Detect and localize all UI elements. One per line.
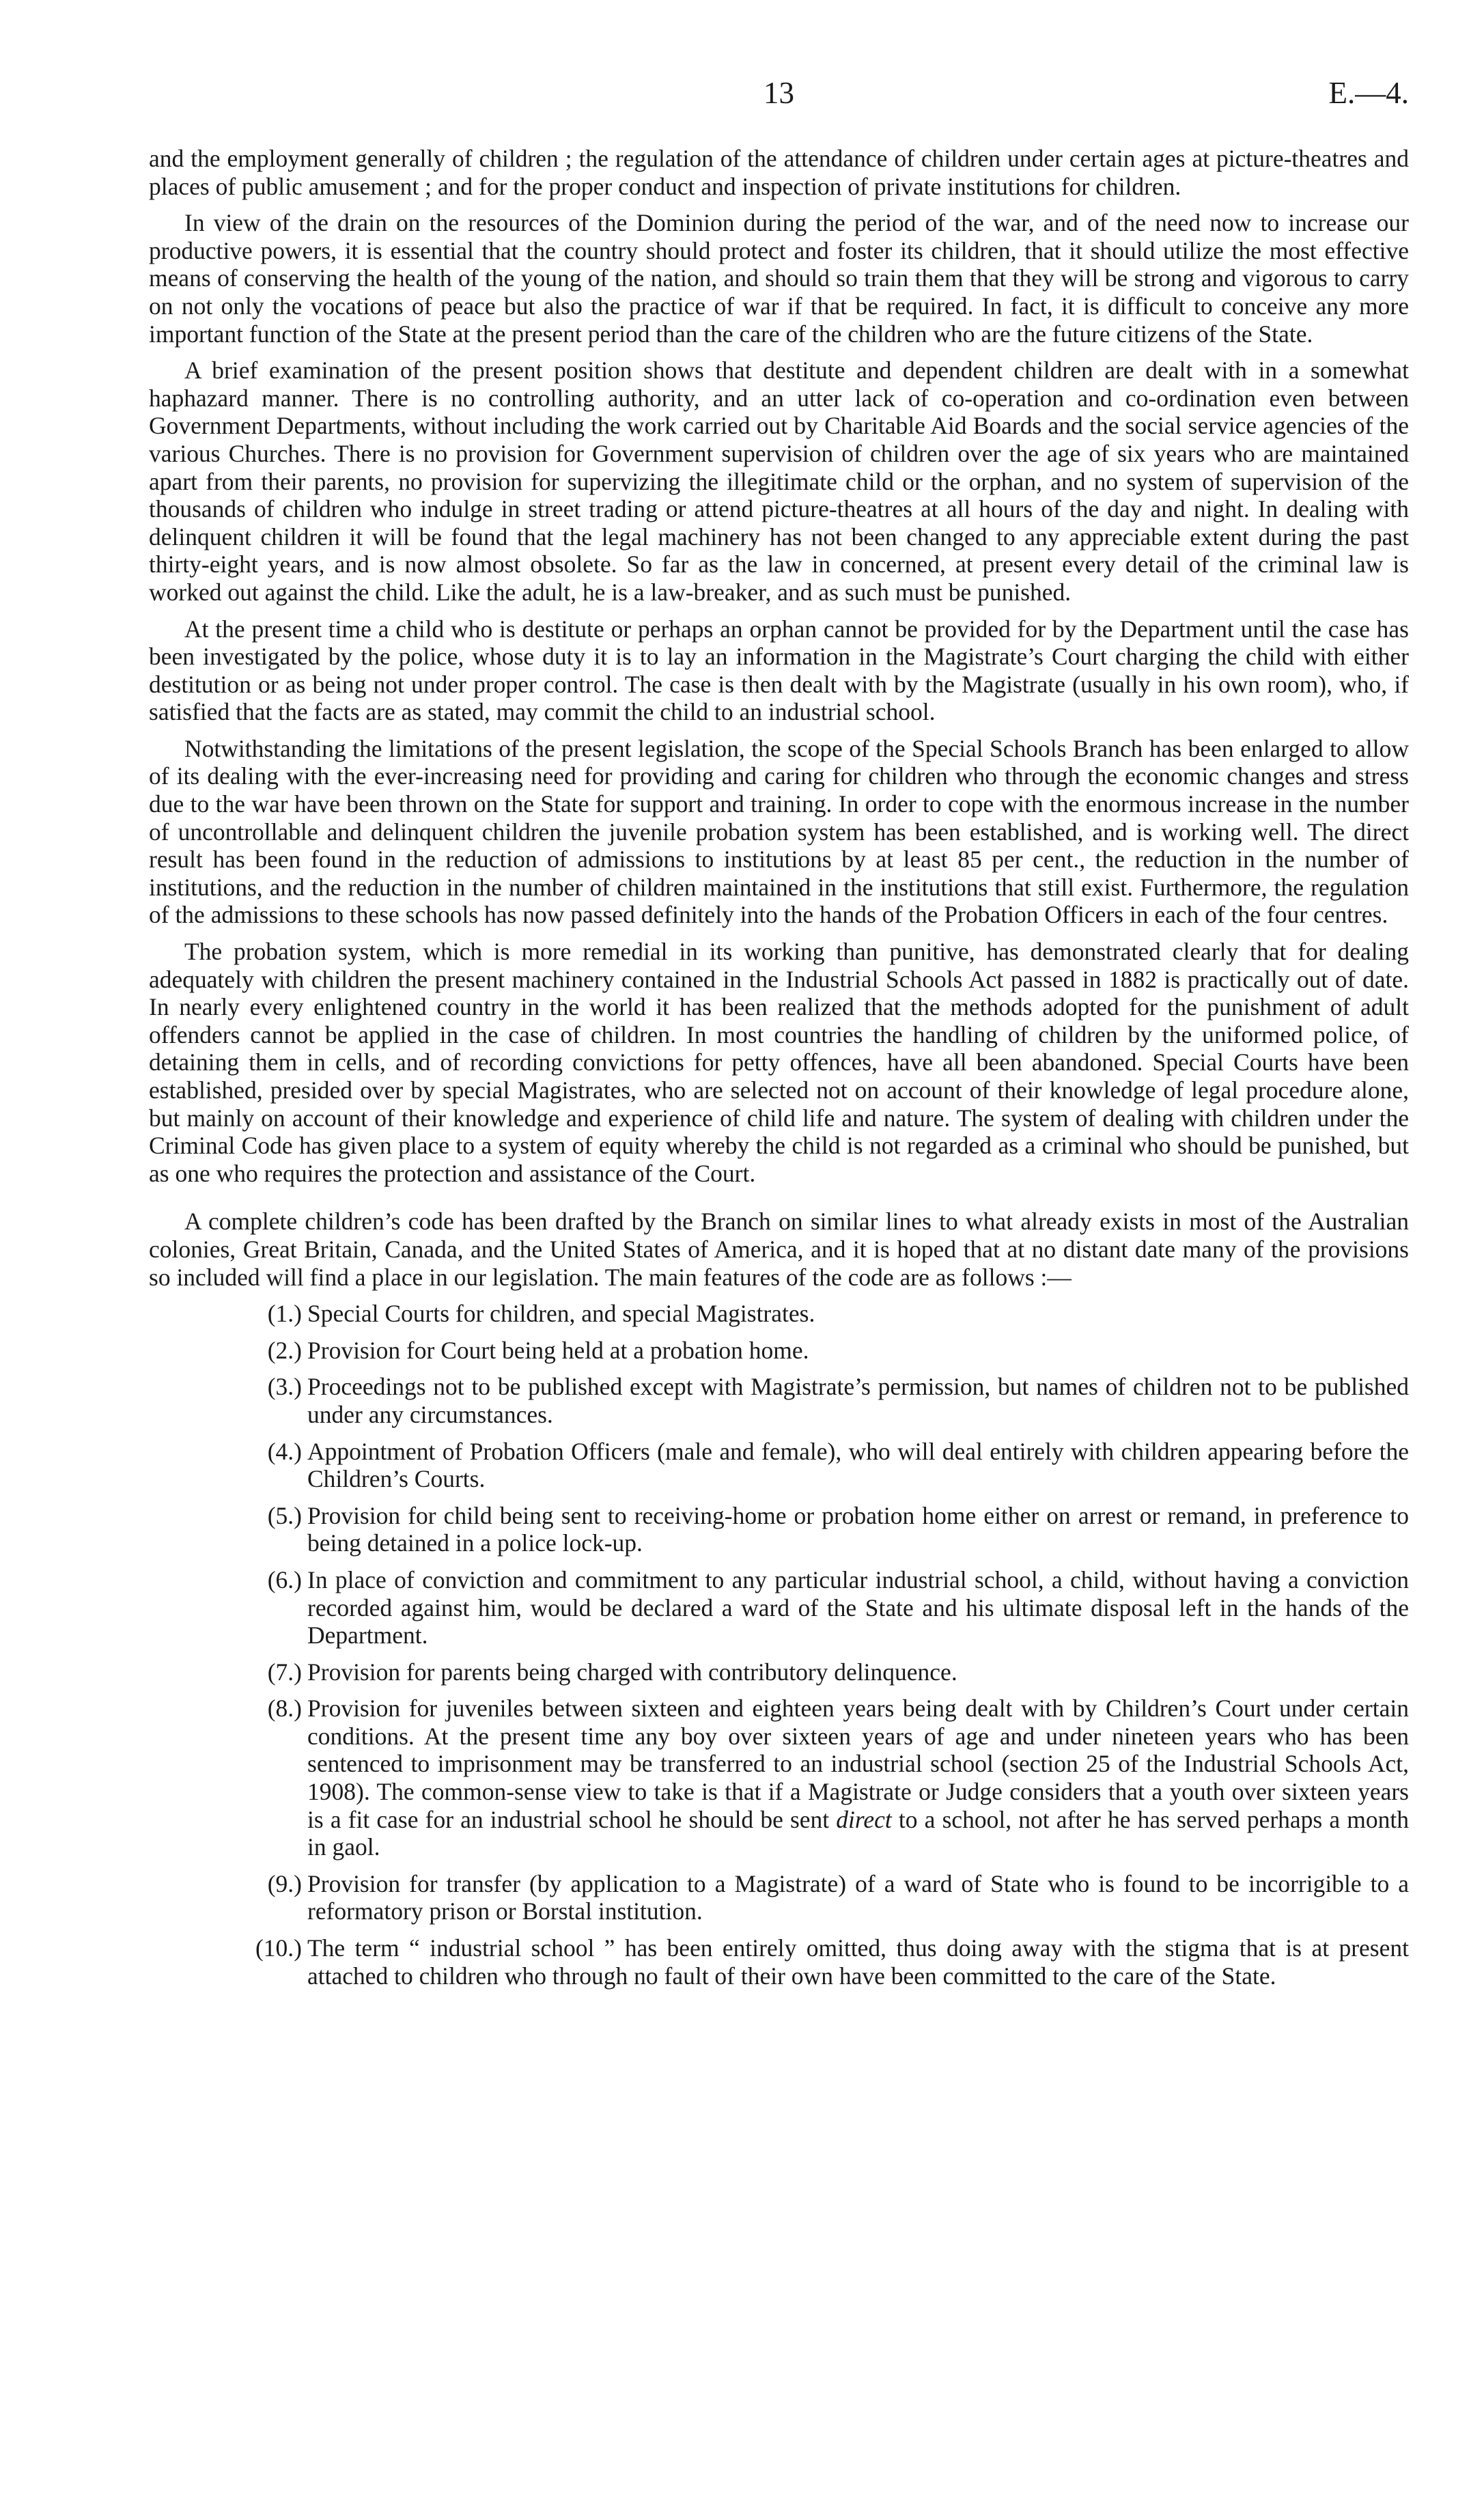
list-item-text: In place of conviction and commitment to any particular industrial school, a child, without having a conviction recorded against him, would be declared a ward of the State and his ultimate disposal left in the hands of the Department. xyxy=(307,1565,1409,1649)
list-item xyxy=(149,1566,1409,1649)
list-item xyxy=(149,1300,1409,1328)
page-header xyxy=(149,75,1409,116)
list-item xyxy=(149,1502,1409,1557)
list-item-number: (5.) xyxy=(267,1501,302,1529)
list-item-text-part: to a school, not after he has served perhaps a month in gaol. xyxy=(307,1805,1409,1861)
list-item xyxy=(149,1373,1409,1428)
paragraph: A brief examination of the present position shows that destitute and dependent children are dealt with in a somewhat haphazard manner. There is no controlling authority, and an utter lack of co-operation and co-ordination even between Government Departments, without including the work carried out by Charitable Aid Boards and the social service agencies of the various Churches. There is no provision for Government supervision of children over the age of six years who are maintained apart from their parents, no provision for supervizing the illegitimate child or the orphan, and no system of supervision of the thousands of children who indulge in street trading or attend picture-theatres at all hours of the day and night. In dealing with delinquent children it will be found that the legal machinery has not been changed to any appreciable extent during the past thirty-eight years, and is now almost obsolete. So far as the law in concerned, at present every detail of the criminal law is worked out against the child. Like the adult, he is a law-breaker, and as such must be punished. xyxy=(149,357,1409,606)
document-reference: E.—4. xyxy=(1328,76,1409,110)
list-item xyxy=(149,1438,1409,1493)
list-item-text: Provision for child being sent to receiving-home or probation home either on arrest or remand, in preference to being detained in a police lock-up. xyxy=(307,1501,1409,1557)
list-item-text: Provision for parents being charged with contributory delinquence. xyxy=(307,1658,957,1686)
list-item-number: (2.) xyxy=(267,1336,302,1364)
page-number: 13 xyxy=(764,76,794,110)
list-item-text: Appointment of Probation Officers (male and female), who will deal entirely with children appearing before the Children’s Courts. xyxy=(307,1437,1409,1493)
list-item-text: Provision for transfer (by application to a Magistrate) of a ward of State who is found to be incorrigible to a reformatory prison or Borstal institution. xyxy=(307,1869,1409,1925)
list-item-text-part: Provision for juveniles between sixteen and eighteen years being dealt with by Children’s Court under certain conditions. At the present time any boy over sixteen years of age and under nineteen years who has been sentenced to imprisonment may be transferred to an industrial school (section 25 of the Industrial Schools Act, 1908). The common-sense view to take is that if a Magistrate or Judge considers that a youth over sixteen years is a fit case for an industrial school he should be sent xyxy=(307,1695,1409,1833)
list-item-text: Proceedings not to be published except with Magistrate’s permission, but names of children not to be published under any circumstances. xyxy=(307,1373,1409,1428)
list-item-emphasis: direct xyxy=(836,1805,892,1833)
list-item xyxy=(149,1658,1409,1686)
paragraph: A complete children’s code has been drafted by the Branch on similar lines to what already exists in most of the Australian colonies, Great Britain, Canada, and the United States of America, and it is hoped that at no distant date many of the provisions so included will find a place in our legislation. The main features of the code are as follows :— xyxy=(149,1208,1409,1291)
list-item-text xyxy=(307,1695,1409,1861)
list-item-number: (1.) xyxy=(267,1300,302,1328)
list-item-text: The term “ industrial school ” has been entirely omitted, thus doing away with the stigma that is at present attached to children who through no fault of their own have been committed to the care of the State. xyxy=(307,1934,1409,1990)
paragraph: The probation system, which is more remedial in its working than punitive, has demonstrated clearly that for dealing adequately with children the present machinery contained in the Industrial Schools Act passed in 1882 is practically out of date. In nearly every enlightened country in the world it has been realized that the methods adopted for the punishment of adult offenders cannot be applied in the case of children. In most countries the handling of children by the uniformed police, of detaining them in cells, and of recording convictions for petty offences, have all been abandoned. Special Courts have been established, presided over by special Magistrates, who are selected not on account of their knowledge of legal procedure alone, but mainly on account of their knowledge and experience of child life and nature. The system of dealing with children under the Criminal Code has given place to a system of equity whereby the child is not regarded as a criminal who should be punished, but as one who requires the protection and assistance of the Court. xyxy=(149,938,1409,1187)
list-item-text: Provision for Court being held at a probation home. xyxy=(307,1336,809,1364)
list-item-number: (8.) xyxy=(267,1695,302,1723)
paragraph: Notwithstanding the limitations of the present legislation, the scope of the Special Schools Branch has been enlarged to allow of its dealing with the ever-increasing need for providing and caring for children who through the economic changes and stress due to the war have been thrown on the State for support and training. In order to cope with the enormous increase in the number of uncontrollable and delinquent children the juvenile probation system has been established, and is working well. The direct result has been found in the reduction of admissions to institutions by at least 85 per cent., the reduction in the number of institutions, and the reduction in the number of children maintained in the institutions that still exist. Furthermore, the regulation of the admissions to these schools has now passed definitely into the hands of the Probation Officers in each of the four centres. xyxy=(149,734,1409,929)
list-item xyxy=(149,1695,1409,1861)
list-item-number: (6.) xyxy=(267,1565,302,1593)
list-item xyxy=(149,1870,1409,1925)
list-item-number: (10.) xyxy=(255,1934,302,1962)
list-item-number: (7.) xyxy=(267,1658,302,1686)
list-item-number: (3.) xyxy=(267,1373,302,1401)
paragraph: At the present time a child who is destitute or perhaps an orphan cannot be provided for by the Department until the case has been investigated by the police, whose duty it is to lay an information in the Magistrate’s Court charging the child with either destitution or as being not under proper control. The case is then dealt with by the Magistrate (usually in his own room), who, if satisfied that the facts are as stated, may commit the child to an industrial school. xyxy=(149,615,1409,726)
code-features-list xyxy=(149,1300,1409,1990)
paragraph: and the employment generally of children ; the regulation of the attendance of children under certain ages at picture-theatres and places of public amusement ; and for the proper conduct and inspection of private institutions for children. xyxy=(149,145,1409,200)
list-item xyxy=(149,1337,1409,1365)
list-item xyxy=(149,1934,1409,1990)
list-item-text: Special Courts for children, and special Magistrates. xyxy=(307,1300,815,1328)
paragraph: In view of the drain on the resources of the Dominion during the period of the war, and of the need now to increase our productive powers, it is essential that the country should protect and foster its children, that it should utilize the most effective means of conserving the health of the young of the nation, and should so train them that they will be strong and vigorous to carry on not only the vocations of peace but also the practice of war if that be required. In fact, it is difficult to conceive any more important function of the State at the present period than the care of the children who are the future citizens of the State. xyxy=(149,209,1409,348)
list-item-number: (9.) xyxy=(267,1869,302,1897)
list-item-number: (4.) xyxy=(267,1437,302,1465)
